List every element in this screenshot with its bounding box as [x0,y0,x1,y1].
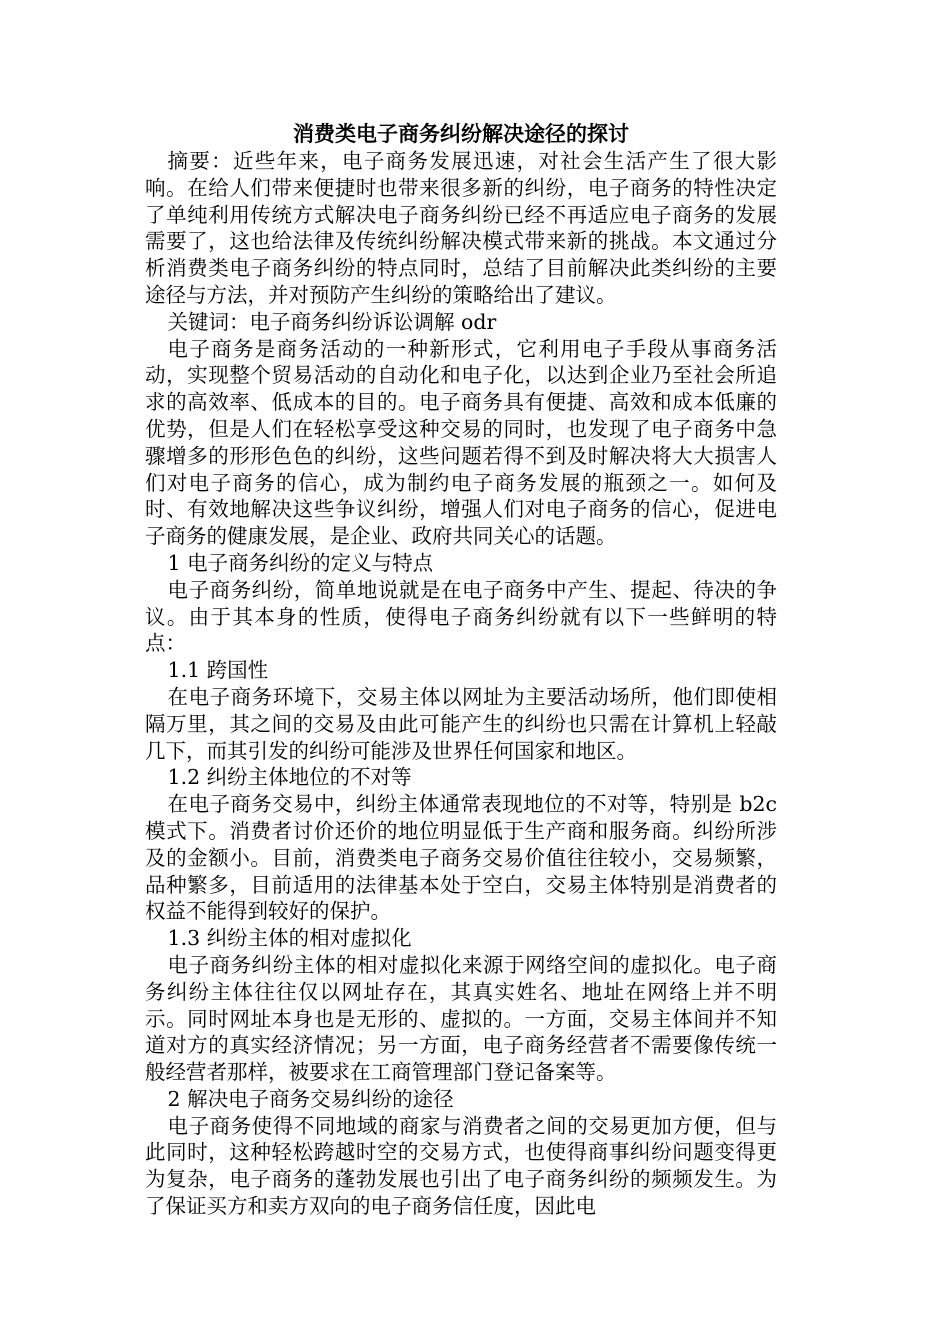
intro-paragraph: 电子商务是商务活动的一种新形式，它利用电子手段从事商务活动，实现整个贸易活动的自动化和电子化，以达到企业乃至社会所追求的高效率、低成本的目的。电子商务具有便捷、高效和成本低廉的优势，但是人们在轻松享受这种交易的同时，也发现了电子商务中急骤增多的形形色色的纠纷，这些问题若得不到及时解决将大大损害人们对电子商务的信心，成为制约电子商务发展的瓶颈之一。如何及时、有效地解决这些争议纠纷，增强人们对电子商务的信心，促进电子商务的健康发展，是企业、政府共同关心的话题。 [145,336,777,549]
subsection-heading-1-2: 1.2 纠纷主体地位的不对等 [167,765,412,790]
keywords-paragraph: 关键词：电子商务纠纷诉讼调解 odr [167,309,497,334]
body-paragraph: 电子商务纠纷，简单地说就是在电子商务中产生、提起、待决的争议。由于其本身的性质，使得电子商务纠纷就有以下一些鲜明的特点： [145,577,777,656]
section-heading-2: 2 解决电子商务交易纠纷的途径 [167,1086,454,1111]
subsection-heading-1-1: 1.1 跨国性 [167,658,269,683]
body-paragraph: 在电子商务环境下，交易主体以网址为主要活动场所，他们即使相隔万里，其之间的交易及由此可能产生的纠纷也只需在计算机上轻敲几下，而其引发的纠纷可能涉及世界任何国家和地区。 [145,684,777,763]
body-paragraph: 电子商务使得不同地域的商家与消费者之间的交易更加方便，但与此同时，这种轻松跨越时空的交易方式，也使得商事纠纷问题变得更为复杂，电子商务的蓬勃发展也引出了电子商务纠纷的频频发生。为了保证买方和卖方双向的电子商务信任度，因此电 [145,1113,777,1219]
body-paragraph: 电子商务纠纷主体的相对虚拟化来源于网络空间的虚拟化。电子商务纠纷主体往往仅以网址存在，其真实姓名、地址在网络上并不明示。同时网址本身也是无形的、虚拟的。一方面，交易主体间并不知道对方的真实经济情况；另一方面，电子商务经营者不需要像传统一般经营者那样，被要求在工商管理部门登记备案等。 [145,952,777,1085]
document-page [145,120,777,1220]
abstract-paragraph: 摘要：近些年来，电子商务发展迅速，对社会生活产生了很大影响。在给人们带来便捷时也带来很多新的纠纷，电子商务的特性决定了单纯利用传统方式解决电子商务纠纷已经不再适应电子商务的发展需要了，这也给法律及传统纠纷解决模式带来新的挑战。本文通过分析消费类电子商务纠纷的特点同时，总结了目前解决此类纠纷的主要途径与方法，并对预防产生纠纷的策略给出了建议。 [145,149,777,307]
subsection-heading-1-3: 1.3 纠纷主体的相对虚拟化 [167,926,412,951]
document-title: 消费类电子商务纠纷解决途径的探讨 [293,122,629,146]
section-heading-1: 1 电子商务纠纷的定义与特点 [167,550,434,575]
body-paragraph: 在电子商务交易中，纠纷主体通常表现地位的不对等，特别是 b2c 模式下。消费者讨价还价的地位明显低于生产商和服务商。纠纷所涉及的金额小。目前，消费类电子商务交易价值往往较小，交易频繁，品种繁多，目前适用的法律基本处于空白，交易主体特别是消费者的权益不能得到较好的保护。 [145,792,777,924]
